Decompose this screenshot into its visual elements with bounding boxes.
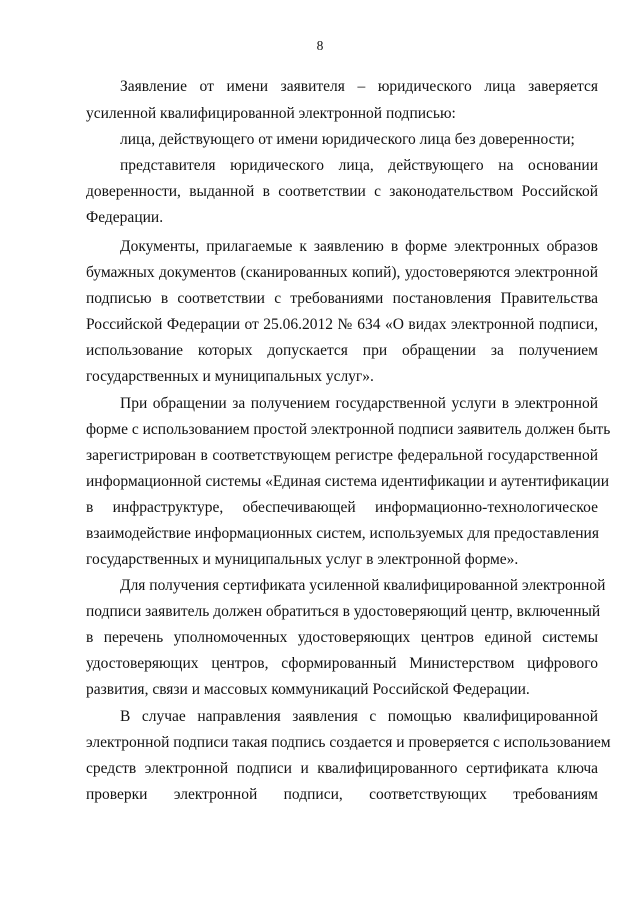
paragraph-4-line-4: Российской Федерации от 25.06.2012 № 634 «О видах электронной подписи, xyxy=(86,316,598,333)
paragraph-3-line-1: представителя юридического лица, действующего на основании xyxy=(120,157,598,174)
paragraph-5-line-7: государственных и муниципальных услуг в электронной форме». xyxy=(86,551,519,568)
paragraph-4-line-2: бумажных документов (сканированных копий), удостоверяются электронной xyxy=(86,264,598,281)
paragraph-5-line-1: При обращении за получением государственной услуги в электронной xyxy=(120,395,598,412)
paragraph-6-line-1: Для получения сертификата усиленной квалифицированной электронной xyxy=(120,577,606,594)
paragraph-4-line-6: государственных и муниципальных услуг». xyxy=(86,368,374,385)
paragraph-5-line-3: зарегистрирован в соответствующем регистре федеральной государственной xyxy=(86,447,598,464)
paragraph-5-line-5: в инфраструктуре, обеспечивающей информационно-технологическое xyxy=(86,499,598,516)
paragraph-5-line-6: взаимодействие информационных систем, используемых для предоставления xyxy=(86,525,599,542)
paragraph-5-line-2: форме с использованием простой электронной подписи заявитель должен быть xyxy=(86,421,611,438)
paragraph-4-line-3: подписью в соответствии с требованиями постановления Правительства xyxy=(86,290,598,307)
paragraph-6-line-5: развития, связи и массовых коммуникаций Российской Федерации. xyxy=(86,681,530,698)
page-number: 8 xyxy=(316,38,324,53)
paragraph-1-line-2: усиленной квалифицированной электронной подписью: xyxy=(86,105,456,122)
paragraph-3-line-3: Федерации. xyxy=(86,209,164,226)
paragraph-3-line-2: доверенности, выданной в соответствии с законодательством Российской xyxy=(86,183,598,200)
paragraph-4-line-1: Документы, прилагаемые к заявлению в форме электронных образов xyxy=(120,238,598,255)
paragraph-6-line-2: подписи заявитель должен обратиться в удостоверяющий центр, включенный xyxy=(86,603,601,620)
paragraph-5-line-4: информационной системы «Единая система идентификации и аутентификации xyxy=(86,473,610,490)
paragraph-1-line-1: Заявление от имени заявителя – юридического лица заверяется xyxy=(120,78,598,95)
paragraph-7-line-1: В случае направления заявления с помощью квалифицированной xyxy=(120,708,598,725)
paragraph-7-line-4: проверки электронной подписи, соответствующих требованиям xyxy=(86,786,598,803)
paragraph-2-line-1: лица, действующего от имени юридического лица без доверенности; xyxy=(120,131,575,148)
paragraph-4-line-5: использование которых допускается при обращении за получением xyxy=(86,342,598,359)
paragraph-7-line-3: средств электронной подписи и квалифицированного сертификата ключа xyxy=(86,760,598,777)
paragraph-6-line-3: в перечень уполномоченных удостоверяющих центров единой системы xyxy=(86,629,598,646)
paragraph-6-line-4: удостоверяющих центров, сформированный Министерством цифрового xyxy=(86,655,598,672)
paragraph-7-line-2: электронной подписи такая подпись создается и проверяется с использованием xyxy=(86,734,611,751)
